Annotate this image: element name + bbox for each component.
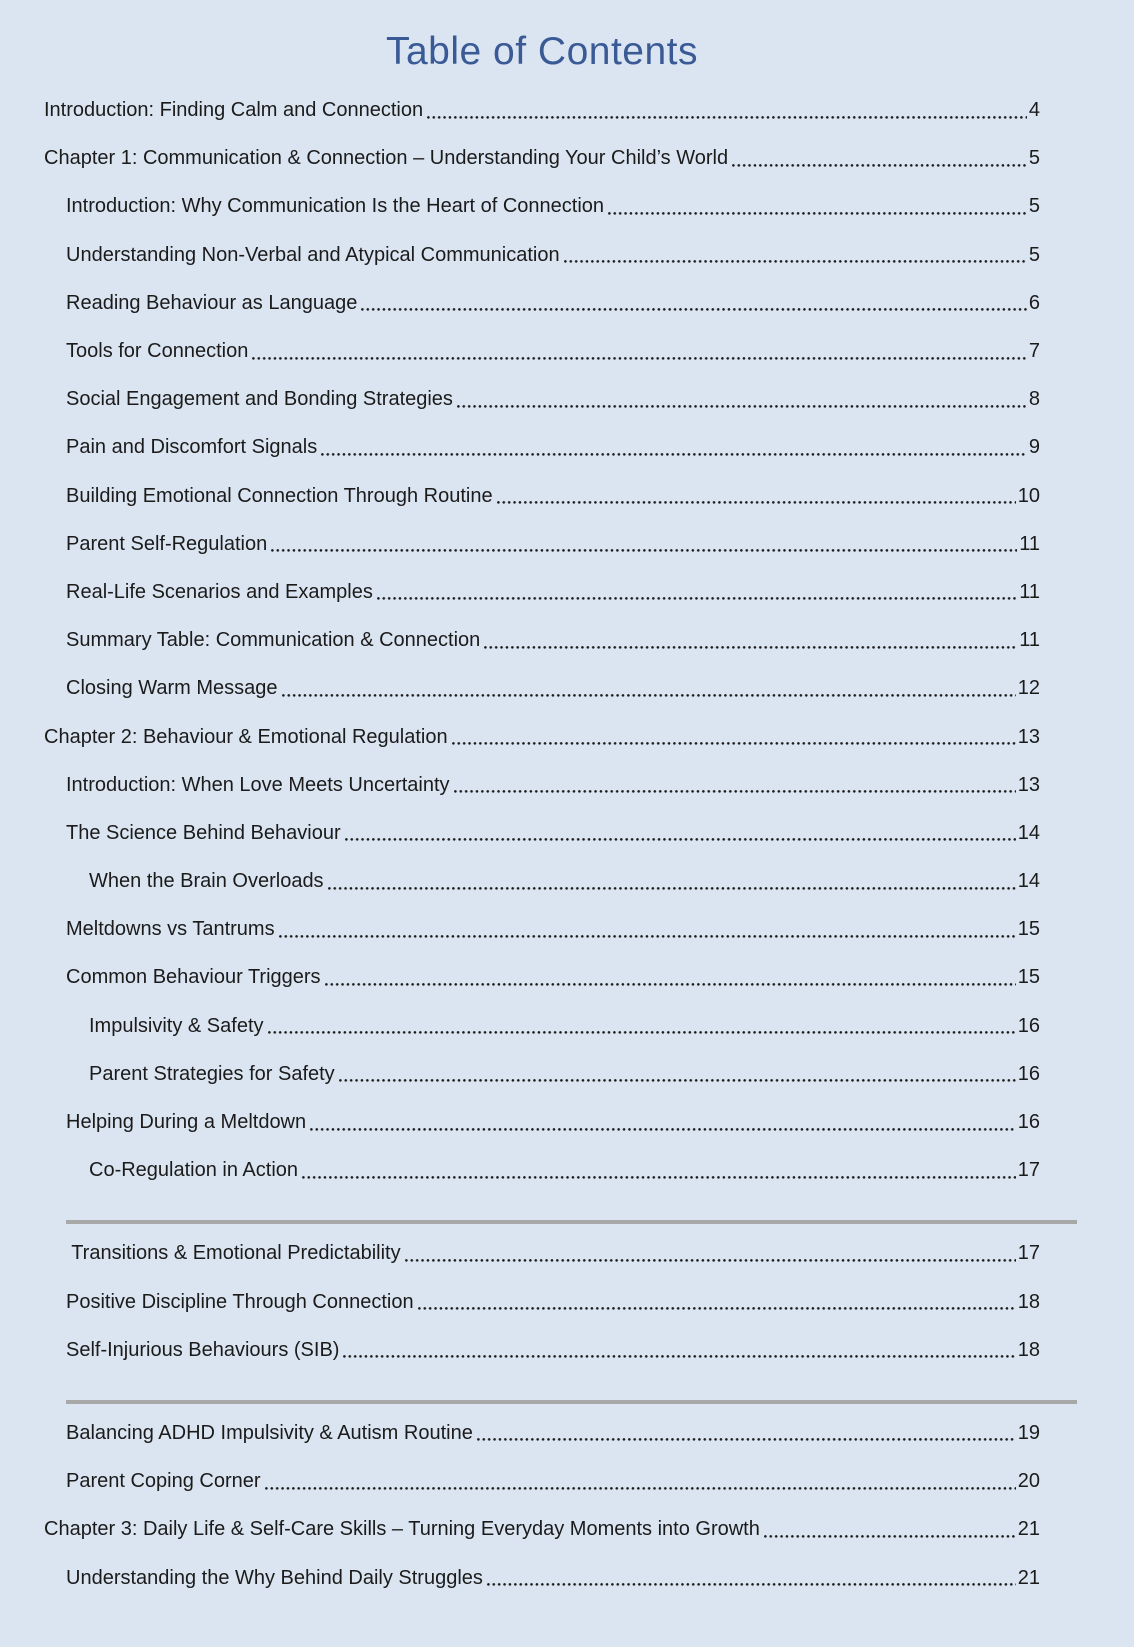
toc-entry[interactable]	[44, 86, 1040, 134]
toc-entry[interactable]	[44, 664, 1040, 712]
dot-leader	[345, 838, 1016, 841]
toc-entry[interactable]	[44, 1326, 1040, 1374]
toc-entry[interactable]	[44, 1505, 1040, 1553]
toc-entry[interactable]	[44, 857, 1040, 905]
toc-entry-label: Chapter 2: Behaviour & Emotional Regulation	[44, 725, 448, 748]
toc-page-number: 11	[1019, 532, 1040, 555]
toc-entry[interactable]	[44, 1050, 1040, 1098]
dot-leader	[484, 646, 1017, 649]
toc-entry[interactable]	[44, 1229, 1040, 1277]
toc-page-number: 10	[1017, 484, 1040, 507]
dot-leader	[487, 1583, 1016, 1586]
toc-entry[interactable]	[44, 1457, 1040, 1505]
toc-page-number: 15	[1017, 918, 1040, 941]
toc-entry[interactable]	[44, 327, 1040, 375]
dot-leader	[339, 1079, 1016, 1082]
dot-leader	[732, 164, 1027, 167]
toc-page-number: 18	[1017, 1338, 1040, 1361]
toc-page-number: 5	[1028, 243, 1040, 266]
toc-entry[interactable]	[44, 231, 1040, 279]
toc-page-number: 4	[1028, 99, 1040, 122]
dot-leader	[427, 116, 1027, 119]
toc-page-number: 5	[1028, 147, 1040, 170]
toc-entry[interactable]	[44, 1098, 1040, 1146]
toc-entry[interactable]	[44, 1553, 1040, 1601]
toc-page-number: 21	[1017, 1566, 1040, 1589]
toc-entry-label: Helping During a Meltdown	[66, 1111, 307, 1134]
toc-entry-label: Common Behaviour Triggers	[66, 966, 321, 989]
dot-leader	[343, 1355, 1015, 1358]
toc-entry-label: Meltdowns vs Tantrums	[66, 918, 275, 941]
toc-page-number: 14	[1017, 870, 1040, 893]
dot-leader	[265, 1487, 1016, 1490]
toc-page-number: 12	[1017, 677, 1040, 700]
dot-leader	[477, 1438, 1016, 1441]
toc-page-number: 20	[1017, 1470, 1040, 1493]
toc-entry-label: When the Brain Overloads	[89, 870, 324, 893]
dot-leader	[282, 694, 1016, 697]
toc-entry[interactable]	[44, 279, 1040, 327]
section-divider	[66, 1220, 1077, 1224]
toc-list	[44, 86, 1040, 1602]
toc-entry-label: Parent Coping Corner	[66, 1470, 261, 1493]
dot-leader	[361, 308, 1027, 311]
page-title: Table of Contents	[385, 30, 699, 73]
dot-leader	[252, 357, 1027, 360]
toc-page-number: 13	[1017, 725, 1040, 748]
toc-page-number: 11	[1019, 629, 1040, 652]
toc-page-number: 17	[1017, 1159, 1040, 1182]
toc-page-number: 5	[1028, 195, 1040, 218]
toc-entry-label: Understanding Non-Verbal and Atypical Communication	[66, 243, 560, 266]
toc-entry-label: Chapter 1: Communication & Connection – Understanding Your Child’s World	[44, 147, 729, 170]
toc-entry-label: Co-Regulation in Action	[89, 1159, 299, 1182]
toc-page-number: 13	[1017, 773, 1040, 796]
toc-entry-label: Social Engagement and Bonding Strategies	[66, 388, 453, 411]
dot-leader	[310, 1128, 1016, 1131]
toc-entry[interactable]	[44, 134, 1040, 182]
dot-leader	[377, 597, 1017, 600]
toc-entry[interactable]	[44, 375, 1040, 423]
toc-entry-label: Tools for Connection	[66, 340, 249, 363]
toc-page-number: 16	[1017, 1014, 1040, 1037]
toc-entry[interactable]	[44, 182, 1040, 230]
toc-entry-label: Real-Life Scenarios and Examples	[66, 580, 373, 603]
toc-entry[interactable]	[44, 472, 1040, 520]
dot-leader	[564, 260, 1027, 263]
toc-entry[interactable]	[44, 1278, 1040, 1326]
toc-page-number: 8	[1028, 388, 1040, 411]
toc-entry-label: Introduction: When Love Meets Uncertainty	[66, 773, 450, 796]
toc-entry-label: Balancing ADHD Impulsivity & Autism Routine	[66, 1421, 473, 1444]
toc-entry-label: Reading Behaviour as Language	[66, 291, 358, 314]
toc-entry[interactable]	[44, 1002, 1040, 1050]
toc-entry-label: Parent Self-Regulation	[66, 532, 268, 555]
toc-page-number: 16	[1017, 1111, 1040, 1134]
dot-leader	[608, 212, 1027, 215]
dot-leader	[271, 549, 1017, 552]
toc-entry-label: Introduction: Finding Calm and Connection	[44, 99, 424, 122]
toc-entry-label: Pain and Discomfort Signals	[66, 436, 318, 459]
document-page	[0, 26, 1134, 1647]
toc-entry-label: Understanding the Why Behind Daily Struggles	[66, 1566, 483, 1589]
dot-leader	[418, 1307, 1016, 1310]
toc-page-number: 17	[1017, 1242, 1040, 1265]
dot-leader	[328, 887, 1016, 890]
toc-entry-label: Introduction: Why Communication Is the Heart of Connection	[66, 195, 605, 218]
toc-entry[interactable]	[44, 905, 1040, 953]
toc-entry-label: Chapter 3: Daily Life & Self-Care Skills – Turning Everyday Moments into Growth	[44, 1518, 760, 1541]
dot-leader	[452, 742, 1016, 745]
dot-leader	[279, 935, 1016, 938]
toc-page-number: 21	[1017, 1518, 1040, 1541]
toc-page-number: 14	[1017, 821, 1040, 844]
dot-leader	[457, 405, 1027, 408]
toc-entry-label: Closing Warm Message	[66, 677, 278, 700]
toc-page-number: 7	[1028, 340, 1040, 363]
dot-leader	[302, 1176, 1016, 1179]
toc-entry[interactable]	[44, 809, 1040, 857]
toc-entry[interactable]	[44, 1146, 1040, 1194]
dot-leader	[764, 1535, 1016, 1538]
toc-page-number: 6	[1028, 291, 1040, 314]
dot-leader	[321, 453, 1027, 456]
dot-leader	[454, 790, 1016, 793]
toc-entry[interactable]	[44, 1409, 1040, 1457]
toc-entry-label: Transitions & Emotional Predictability	[66, 1242, 401, 1265]
toc-page-number: 9	[1028, 436, 1040, 459]
toc-entry[interactable]	[44, 520, 1040, 568]
toc-page-number: 19	[1017, 1421, 1040, 1444]
toc-entry-label: Summary Table: Communication & Connection	[66, 629, 481, 652]
toc-page-number: 15	[1017, 966, 1040, 989]
dot-leader	[405, 1259, 1016, 1262]
toc-entry[interactable]	[44, 953, 1040, 1001]
toc-entry-label: Positive Discipline Through Connection	[66, 1290, 414, 1313]
toc-entry[interactable]	[44, 616, 1040, 664]
toc-entry-label: Parent Strategies for Safety	[89, 1062, 335, 1085]
dot-leader	[268, 1031, 1016, 1034]
toc-page-number: 11	[1019, 580, 1040, 603]
toc-entry[interactable]	[44, 712, 1040, 760]
toc-entry[interactable]	[44, 761, 1040, 809]
toc-entry-label: Self-Injurious Behaviours (SIB)	[66, 1338, 340, 1361]
section-divider	[66, 1400, 1077, 1404]
dot-leader	[325, 983, 1016, 986]
toc-entry[interactable]	[44, 568, 1040, 616]
toc-entry-label: The Science Behind Behaviour	[66, 821, 341, 844]
dot-leader	[497, 501, 1016, 504]
toc-entry-label: Building Emotional Connection Through Routine	[66, 484, 493, 507]
toc-entry-label: Impulsivity & Safety	[89, 1014, 264, 1037]
toc-entry[interactable]	[44, 423, 1040, 471]
toc-page-number: 18	[1017, 1290, 1040, 1313]
toc-page-number: 16	[1017, 1062, 1040, 1085]
